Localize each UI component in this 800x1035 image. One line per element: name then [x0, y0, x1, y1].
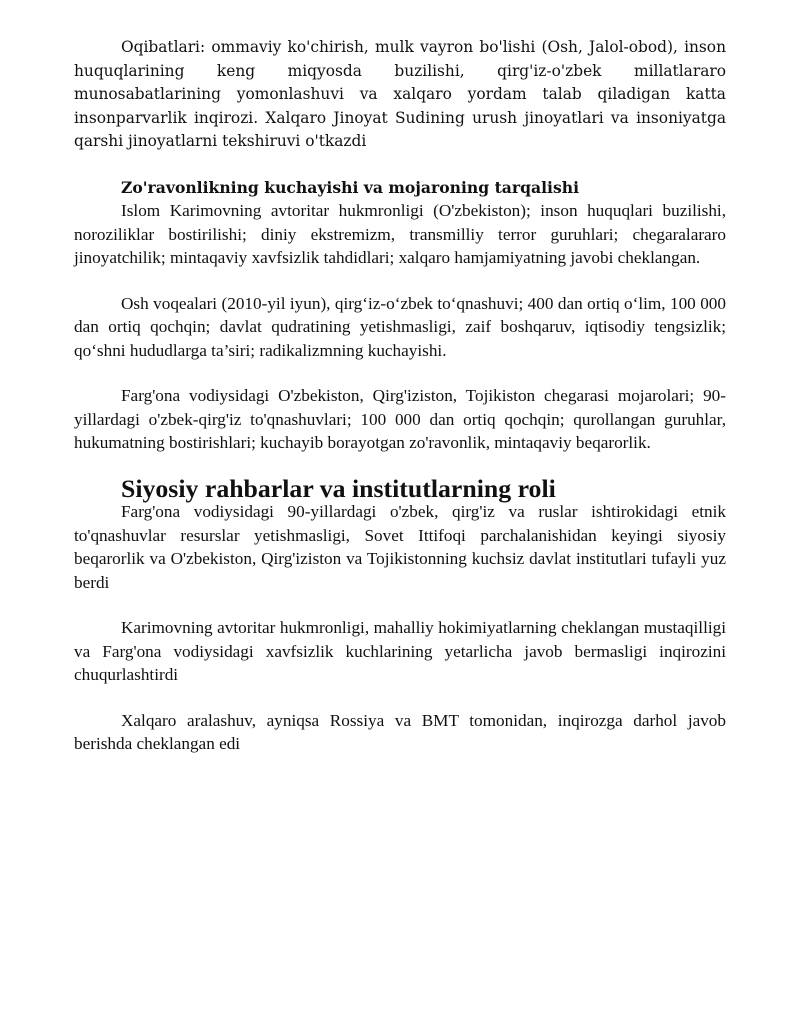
leaders-paragraph-1: Farg'ona vodiysidagi 90-yillardagi o'zbek, qirg'iz va ruslar ishtirokidagi etnik to'qnashuvlar resurslar yetishmasligi, Sovet Ittifoqi parchalanishidan keyingi siyosiy beqarorlik va O'zbekiston, Qirg'iziston va Tojikistonning kuchsiz davlat institutlari tufayli yuz berdi [74, 502, 726, 592]
leaders-section-heading: Siyosiy rahbarlar va institutlarning roli [121, 473, 556, 503]
document-page [74, 36, 726, 778]
violence-paragraph-1: Islom Karimovning avtoritar hukmronligi (O'zbekiston); inson huquqlari buzilishi, noroziliklar bostirilishi; diniy ekstremizm, transmilliy terror guruhlari; chegaralararo jinoyatchilik; mintaqaviy xavfsizlik tahdidlari; xalqaro hamjamiyatning javobi cheklangan. [74, 201, 726, 267]
leaders-paragraph-3: Xalqaro aralashuv, ayniqsa Rossiya va BMT tomonidan, inqirozga darhol javob berishda cheklangan edi [74, 710, 726, 753]
violence-paragraph-3: Farg'ona vodiysidagi O'zbekiston, Qirg'iziston, Tojikiston chegarasi mojarolari; 90-yillardagi o'zbek-qirg'iz to'qnashuvlari; 100 000 dan ortiq qochqin; qurollangan guruhlar, hukumatning bostirishlari; kuchayib borayotgan zo'ravonlik, mintaqaviy beqarorlik. [74, 386, 726, 452]
violence-paragraph-2: Osh voqealari (2010-yil iyun), qirg‘iz-o‘zbek to‘qnashuvi; 400 dan ortiq o‘lim, 100 000 dan ortiq qochqin; davlat qudratining yetishmasligi, zaif boshqaruv, iqtisodiy tengsizlik; qo‘shni hududlarga ta’siri; radikalizmning kuchayishi. [74, 293, 726, 360]
leaders-paragraph-2: Karimovning avtoritar hukmronligi, mahalliy hokimiyatlarning cheklangan mustaqilligi va Farg'ona vodiysidagi xavfsizlik kuchlarining yetarlicha javob bermasligi inqirozini chuqurlashtirdi [74, 618, 726, 684]
consequences-paragraph: Oqibatlari: ommaviy ko'chirish, mulk vayron bo'lishi (Osh, Jalol-obod), inson huquqlarining keng miqyosda buzilishi, qirg'iz-o'zbek millatlararo munosabatlarining yomonlashuvi va xalqaro yordam talab qiladigan katta insonparvarlik inqirozi. Xalqaro Jinoyat Sudining urush jinoyatlari va insoniyatga qarshi jinoyatlarni tekshiruvi o'tkazdi [74, 38, 726, 150]
violence-section-heading: Zo'ravonlikning kuchayishi va mojaroning tarqalishi [121, 177, 579, 197]
